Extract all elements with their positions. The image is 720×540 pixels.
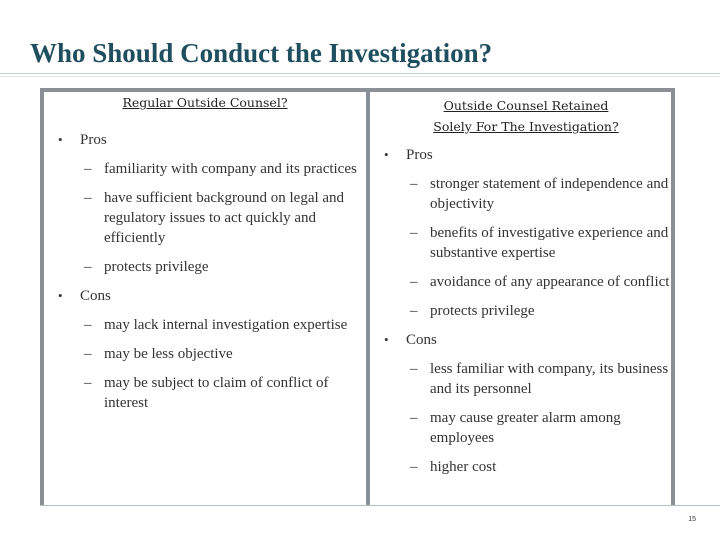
right-pros-label: • Pros — [384, 145, 674, 165]
right-column-heading — [398, 95, 654, 137]
left-pro-item: – familiarity with company and its practices — [58, 159, 358, 179]
title-divider — [0, 73, 720, 74]
left-con-item: – may be less objective — [58, 344, 358, 364]
right-con-item: – higher cost — [384, 457, 674, 477]
right-pro-item: – protects privilege — [384, 301, 674, 321]
right-cons-label: • Cons — [384, 330, 674, 350]
right-column-list — [384, 145, 674, 486]
left-con-item: – may be subject to claim of conflict of interest — [58, 373, 358, 413]
left-pros-label: • Pros — [58, 130, 358, 150]
page-number: 15 — [688, 516, 696, 523]
right-heading-line: Solely For The Investigation? — [433, 119, 619, 134]
left-con-item: – may lack internal investigation expertise — [58, 315, 358, 335]
left-cons-label: • Cons — [58, 286, 358, 306]
right-pro-item: – avoidance of any appearance of conflict — [384, 272, 674, 292]
left-column-heading: Regular Outside Counsel? — [122, 95, 288, 110]
left-column-list — [58, 130, 358, 422]
left-pro-item: – have sufficient background on legal and regulatory issues to act quickly and efficiently — [58, 188, 358, 248]
footer-divider — [40, 505, 720, 506]
right-pro-item: – benefits of investigative experience and substantive expertise — [384, 223, 674, 263]
title-divider-secondary — [0, 76, 720, 77]
slide-title: Who Should Conduct the Investigation? — [30, 38, 493, 68]
right-con-item: – less familiar with company, its business and its personnel — [384, 359, 674, 399]
left-pro-item: – protects privilege — [58, 257, 358, 277]
right-heading-line: Outside Counsel Retained — [443, 98, 609, 113]
right-con-item: – may cause greater alarm among employees — [384, 408, 674, 448]
right-pro-item: – stronger statement of independence and objectivity — [384, 174, 674, 214]
